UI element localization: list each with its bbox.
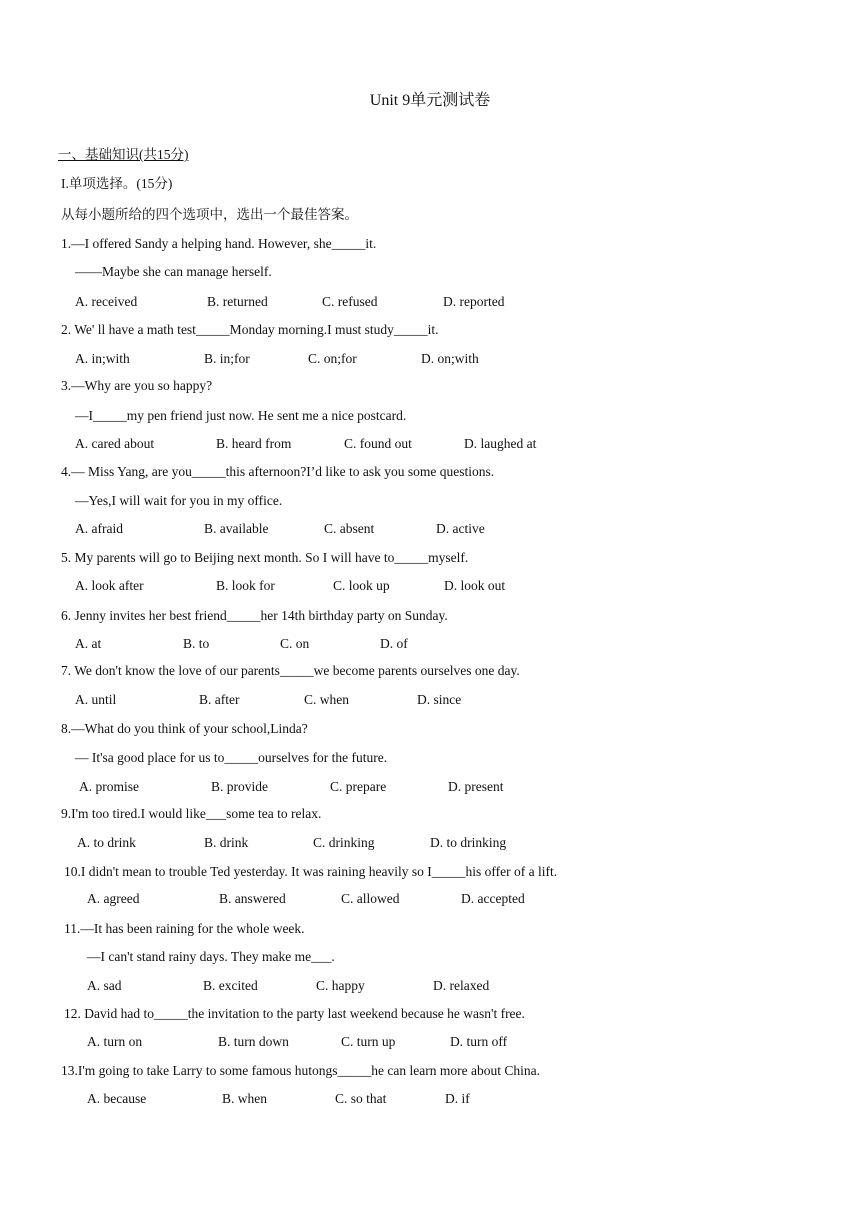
question-12-option-b: B. turn down <box>218 1034 289 1049</box>
question-1-reply: ——Maybe she can manage herself. <box>75 264 272 279</box>
question-12-option-c: C. turn up <box>341 1034 396 1049</box>
question-1-stem: 1.—I offered Sandy a helping hand. However, she_____it. <box>61 236 377 251</box>
question-7-option-b: B. after <box>199 692 240 707</box>
question-5-stem: 5. My parents will go to Beijing next month. So I will have to_____myself. <box>61 550 469 565</box>
question-5-option-c: C. look up <box>333 578 390 593</box>
question-10-option-c: C. allowed <box>341 891 400 906</box>
question-3-option-d: D. laughed at <box>464 436 537 451</box>
question-6-stem: 6. Jenny invites her best friend_____her 14th birthday party on Sunday. <box>61 608 448 623</box>
question-8-reply: — It'sa good place for us to_____ourselves for the future. <box>75 750 388 765</box>
question-13-stem: 13.I'm going to take Larry to some famous hutongs_____he can learn more about China. <box>61 1063 540 1078</box>
question-3-option-b: B. heard from <box>216 436 292 451</box>
question-4-reply: —Yes,I will wait for you in my office. <box>75 493 283 508</box>
question-2-option-d: D. on;with <box>421 351 479 366</box>
question-9-option-d: D. to drinking <box>430 835 507 850</box>
question-1-option-d: D. reported <box>443 294 505 309</box>
question-2-option-c: C. on;for <box>308 351 357 366</box>
question-11-stem: 11.—It has been raining for the whole week. <box>64 921 305 936</box>
question-11-reply: —I can't stand rainy days. They make me___. <box>87 949 335 964</box>
question-7-option-c: C. when <box>304 692 349 707</box>
question-5-option-a: A. look after <box>75 578 144 593</box>
question-8-option-d: D. present <box>448 779 504 794</box>
question-3-option-c: C. found out <box>344 436 412 451</box>
question-2-option-b: B. in;for <box>204 351 250 366</box>
question-7-stem: 7. We don't know the love of our parents_____we become parents ourselves one day. <box>61 663 520 678</box>
question-3-reply: —I_____my pen friend just now. He sent me a nice postcard. <box>75 408 407 423</box>
section-heading: 一、基础知识(共15分) <box>58 147 189 162</box>
question-8-option-b: B. provide <box>211 779 268 794</box>
question-1-option-b: B. returned <box>207 294 268 309</box>
question-1-option-a: A. received <box>75 294 138 309</box>
question-10-option-b: B. answered <box>219 891 286 906</box>
question-2-stem: 2. We' ll have a math test_____Monday morning.I must study_____it. <box>61 322 439 337</box>
question-13-option-d: D. if <box>445 1091 470 1106</box>
question-4-option-d: D. active <box>436 521 485 536</box>
page-title: Unit 9单元测试卷 <box>369 92 491 109</box>
question-8-option-c: C. prepare <box>330 779 387 794</box>
question-6-option-a: A. at <box>75 636 102 651</box>
question-9-option-a: A. to drink <box>77 835 136 850</box>
question-1-option-c: C. refused <box>322 294 378 309</box>
question-7-option-a: A. until <box>75 692 117 707</box>
question-7-option-d: D. since <box>417 692 462 707</box>
question-3-option-a: A. cared about <box>75 436 155 451</box>
part-heading: I.单项选择。(15分) <box>61 176 173 191</box>
question-3-stem: 3.—Why are you so happy? <box>61 378 213 393</box>
question-6-option-b: B. to <box>183 636 210 651</box>
question-10-option-a: A. agreed <box>87 891 140 906</box>
question-11-option-d: D. relaxed <box>433 978 490 993</box>
question-5-option-d: D. look out <box>444 578 506 593</box>
question-8-option-a: A. promise <box>79 779 139 794</box>
instruction-text: 从每小题所给的四个选项中，选出一个最佳答案。 <box>61 207 358 222</box>
question-12-option-a: A. turn on <box>87 1034 143 1049</box>
question-2-option-a: A. in;with <box>75 351 130 366</box>
question-4-option-b: B. available <box>204 521 269 536</box>
question-13-option-c: C. so that <box>335 1091 387 1106</box>
question-9-stem: 9.I'm too tired.I would like___some tea to relax. <box>61 806 322 821</box>
question-4-option-a: A. afraid <box>75 521 123 536</box>
question-11-option-b: B. excited <box>203 978 258 993</box>
question-12-stem: 12. David had to_____the invitation to the party last weekend because he wasn't free. <box>64 1006 525 1021</box>
question-5-option-b: B. look for <box>216 578 275 593</box>
question-6-option-c: C. on <box>280 636 310 651</box>
question-8-stem: 8.—What do you think of your school,Linda? <box>61 721 308 736</box>
question-9-option-b: B. drink <box>204 835 249 850</box>
question-13-option-a: A. because <box>87 1091 147 1106</box>
question-10-stem: 10.I didn't mean to trouble Ted yesterday. It was raining heavily so I_____his offer of a lift. <box>64 864 558 879</box>
question-6-option-d: D. of <box>380 636 408 651</box>
question-13-option-b: B. when <box>222 1091 267 1106</box>
question-10-option-d: D. accepted <box>461 891 525 906</box>
question-9-option-c: C. drinking <box>313 835 375 850</box>
question-4-option-c: C. absent <box>324 521 375 536</box>
question-11-option-a: A. sad <box>87 978 122 993</box>
question-12-option-d: D. turn off <box>450 1034 508 1049</box>
question-11-option-c: C. happy <box>316 978 365 993</box>
question-4-stem: 4.— Miss Yang, are you_____this afternoon?I’d like to ask you some questions. <box>61 464 495 479</box>
